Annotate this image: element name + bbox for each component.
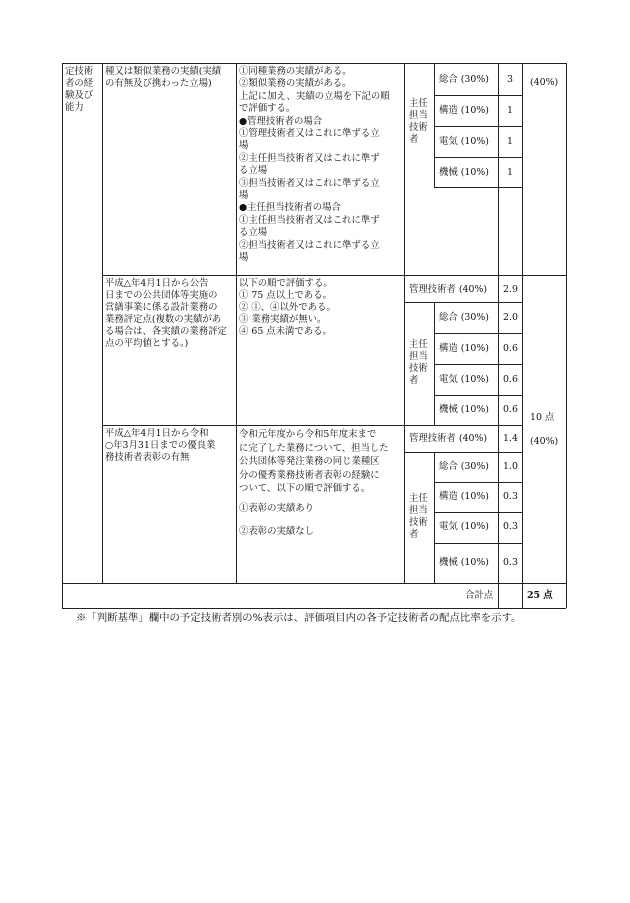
row1-sub-label: 機械 (10%) bbox=[439, 167, 489, 178]
table-rule bbox=[236, 63, 237, 583]
row3-sub-score: 0.3 bbox=[503, 491, 518, 502]
row3-sub-score: 1.0 bbox=[503, 461, 518, 472]
table-rule bbox=[404, 302, 522, 303]
row1-sub-label: 総合 (30%) bbox=[439, 74, 489, 85]
table-rule bbox=[434, 364, 522, 365]
row1-sub-score: 3 bbox=[507, 74, 513, 85]
row2-sub-score: 0.6 bbox=[503, 404, 518, 415]
category-label: 定技術 者の経 験及び 能力 bbox=[65, 66, 94, 113]
row3-sub-score: 0.3 bbox=[503, 557, 518, 568]
table-rule bbox=[434, 333, 522, 334]
table-rule bbox=[434, 157, 522, 158]
row2-sub-label: 機械 (10%) bbox=[439, 404, 489, 415]
table-rule bbox=[62, 63, 566, 64]
table-rule bbox=[498, 583, 499, 608]
row2-sub-score: 0.6 bbox=[503, 343, 518, 354]
row1-sub-label: 電気 (10%) bbox=[439, 136, 489, 147]
table-rule bbox=[434, 395, 522, 396]
row1-role-label: 主任 担当 技術 者 bbox=[409, 98, 428, 145]
row3-role-label: 主任 担当 技術 者 bbox=[409, 493, 428, 540]
table-rule bbox=[434, 482, 522, 483]
merged-weight: (40%) bbox=[530, 436, 559, 447]
row3-criteria: 令和元年度から令和5年度末まで に完了した業務について、担当した 公共団体等発注業務の同じ業種区 分の優秀業務技術者表彰の経験に ついて、以下の順で評価する。 bbox=[239, 429, 389, 495]
row3-sub-label: 機械 (10%) bbox=[439, 557, 489, 568]
table-rule bbox=[434, 126, 522, 127]
row1-item: 種又は類似業務の実績(実績 の有無及び携わった立場) bbox=[105, 66, 222, 89]
table-rule bbox=[62, 583, 566, 584]
table-rule bbox=[404, 452, 522, 453]
table-rule bbox=[522, 63, 523, 608]
table-rule bbox=[498, 275, 499, 583]
total-value: 25 点 bbox=[527, 590, 553, 601]
footnote: ※「判断基準」欄中の予定技術者別の%表示は、評価項目内の各予定技術者の配点比率を示す。 bbox=[76, 612, 522, 624]
row3-manager-label: 管理技術者 (40%) bbox=[409, 433, 488, 444]
row1-criteria: ①同種業務の実績がある。 ②類似業務の実績がある。 上記に加え、実績の立場を下記の順 で評価する。 ●管理技術者の場合 ①管理技術者又はこれに準ずる立 場 ②主任担当技術者又はこれに準ず る立場 ③担当技術者又はこれに準ずる立 場 ●主任担当技術者の場合 ①主任担当技術者又はこれに準ず る立場 ②担当技術者又はこれに準ずる立 場 bbox=[239, 66, 390, 264]
table-rule bbox=[434, 95, 522, 96]
row3-sub-label: 構造 (10%) bbox=[439, 491, 489, 502]
table-rule bbox=[434, 452, 435, 583]
table-rule bbox=[102, 63, 103, 583]
table-rule bbox=[102, 425, 522, 426]
table-rule bbox=[566, 63, 567, 608]
row2-manager-label: 管理技術者 (40%) bbox=[409, 284, 488, 295]
table-rule bbox=[434, 187, 522, 188]
row1-sub-label: 構造 (10%) bbox=[439, 105, 489, 116]
row3-option: ①表彰の実績あり bbox=[239, 503, 315, 514]
table-rule bbox=[434, 302, 435, 425]
table-rule bbox=[434, 543, 522, 544]
row2-item: 平成△年4月1日から公告 日までの公共団体等実施の 営繕事業に係る設計業務の 業務評定点(複数の実績があ る場合は、各実績の業務評定 点の平均値とする。) bbox=[105, 278, 227, 349]
row2-sub-score: 2.0 bbox=[503, 312, 518, 323]
row2-sub-label: 総合 (30%) bbox=[439, 312, 489, 323]
row2-role-label: 主任 担当 技術 者 bbox=[409, 339, 428, 386]
row2-criteria: 以下の順で評価する。 ① 75 点以上である。 ② ①、④以外である。 ③ 業務実績が無い。 ④ 65 点未満である。 bbox=[239, 278, 336, 337]
table-rule bbox=[404, 63, 405, 583]
table-rule bbox=[434, 63, 435, 187]
row2-sub-label: 電気 (10%) bbox=[439, 374, 489, 385]
row3-manager-score: 1.4 bbox=[503, 433, 518, 444]
table-rule bbox=[102, 275, 566, 276]
row2-sub-label: 構造 (10%) bbox=[439, 343, 489, 354]
total-label: 合計点 bbox=[465, 590, 494, 601]
row1-sub-score: 1 bbox=[507, 105, 513, 116]
row3-sub-label: 総合 (30%) bbox=[439, 461, 489, 472]
row1-sub-score: 1 bbox=[507, 136, 513, 147]
row3-option: ②表彰の実績なし bbox=[239, 526, 315, 537]
row1-sub-score: 1 bbox=[507, 167, 513, 178]
row2-sub-score: 0.6 bbox=[503, 374, 518, 385]
table-rule bbox=[434, 512, 522, 513]
row1-weight: (40%) bbox=[530, 77, 559, 88]
table-rule bbox=[62, 63, 63, 608]
table-rule bbox=[62, 608, 566, 609]
row3-item: 平成△年4月1日から令和 ○年3月31日までの優良業 務技術者表彰の有無 bbox=[105, 428, 216, 463]
merged-points: 10 点 bbox=[530, 412, 555, 423]
table-rule bbox=[498, 63, 499, 275]
row3-sub-score: 0.3 bbox=[503, 521, 518, 532]
row3-sub-label: 電気 (10%) bbox=[439, 521, 489, 532]
row2-manager-score: 2.9 bbox=[503, 284, 518, 295]
